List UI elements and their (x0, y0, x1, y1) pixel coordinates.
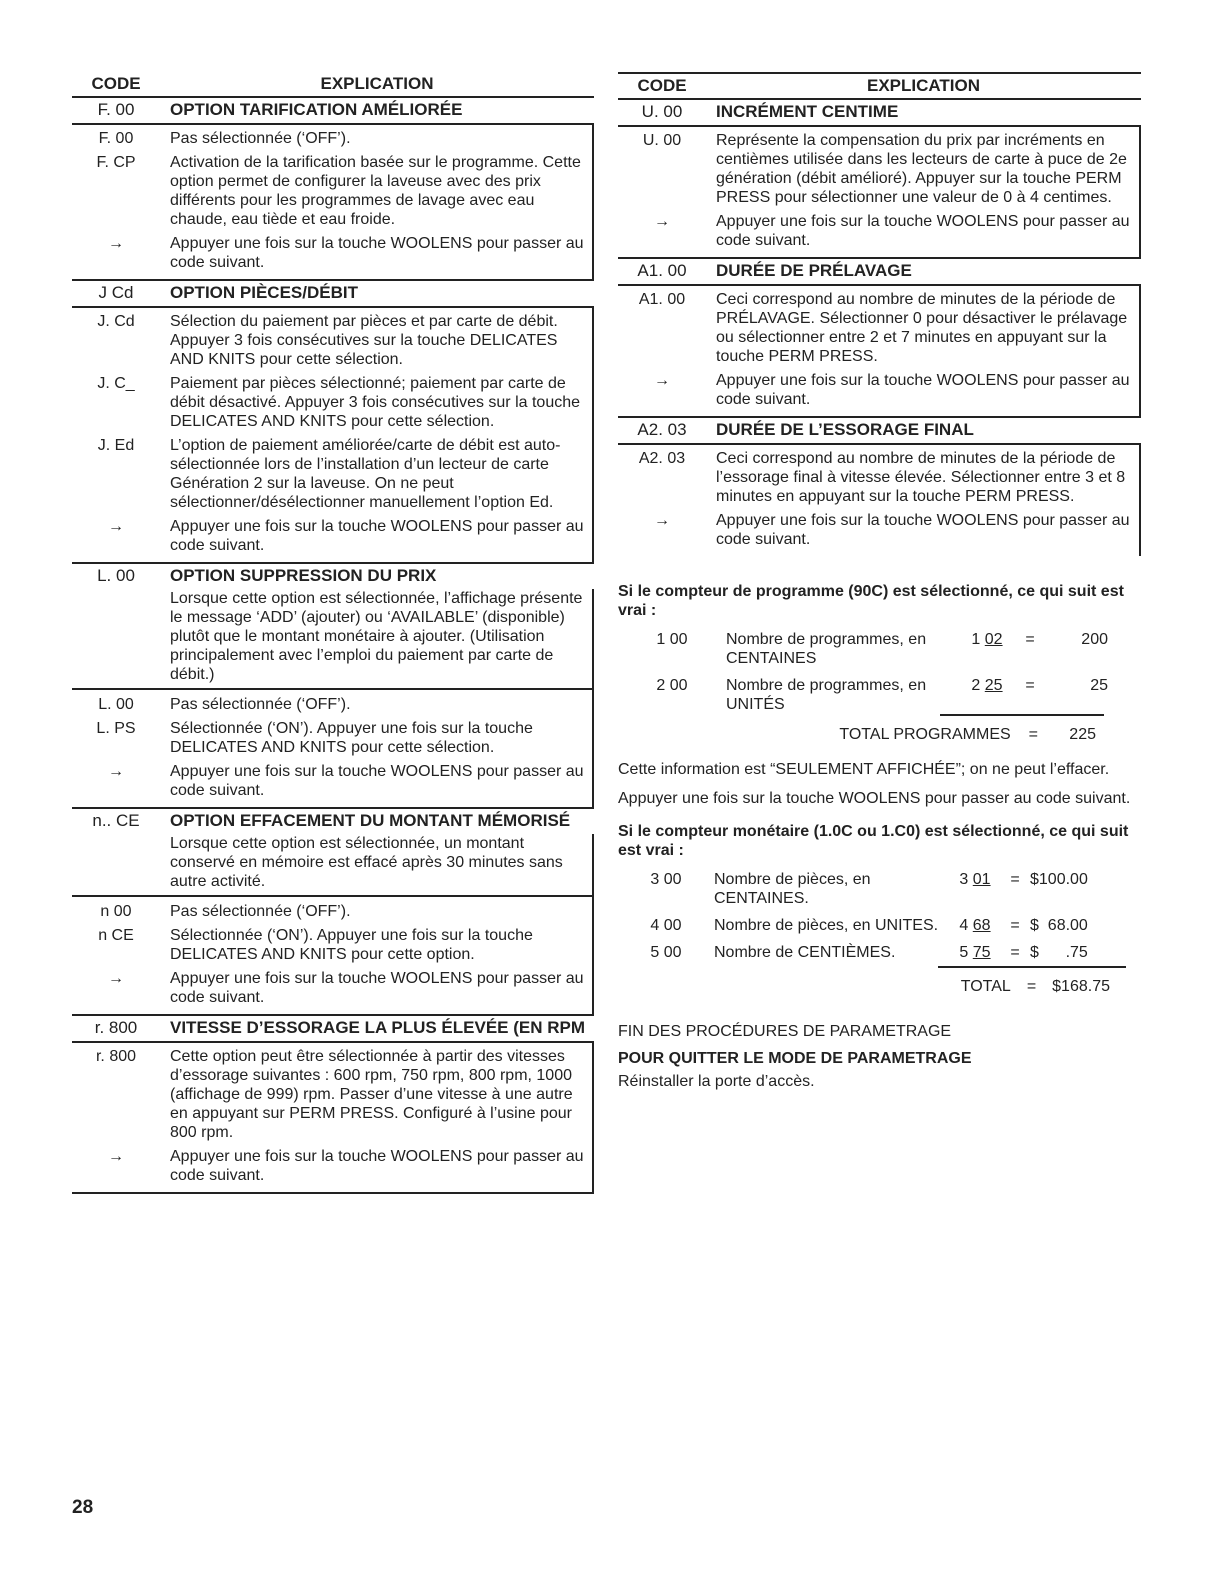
table-row (72, 129, 592, 148)
calc-label: Nombre de CENTIÈMES. (714, 944, 896, 961)
table-row (618, 290, 1139, 366)
money-counter-table (618, 870, 1118, 962)
row-code: L. PS (96, 720, 136, 737)
table-row (618, 131, 1139, 207)
section-body (72, 308, 594, 564)
calc-value: 25 (1090, 677, 1108, 694)
calc-display (962, 676, 1012, 714)
row-text: Appuyer une fois sur la touche WOOLENS pour passer au code suivant. (716, 213, 1130, 249)
table-row (72, 517, 592, 555)
row-text: Sélection du paiement par pièces et par carte de débit. Appuyer 3 fois consécutives sur la touche DELICATES AND KNITS pour cette sélection. (170, 313, 558, 368)
row-code: J. Ed (97, 437, 135, 454)
money-total (618, 978, 1110, 996)
left-column (72, 72, 594, 1194)
section-header (72, 98, 594, 125)
table-row (618, 511, 1139, 549)
section-title: INCRÉMENT CENTIME (716, 102, 899, 121)
row-code: L. 00 (98, 696, 134, 713)
calc-label: Nombre de pièces, en CENTAINES. (714, 871, 871, 907)
table-row (72, 902, 592, 921)
program-counter-table (618, 630, 1118, 714)
table-row (72, 762, 592, 800)
table-row (72, 153, 592, 229)
row-text: Pas sélectionnée (‘OFF’). (170, 903, 351, 920)
row-code: F. 00 (98, 130, 134, 147)
section-header (618, 259, 1141, 286)
table-row (72, 234, 592, 272)
program-counter-heading: Si le compteur de programme (90C) est sélectionné, ce qui suit est vrai : (618, 583, 1124, 619)
total-rule (940, 714, 1104, 716)
section-body (618, 127, 1141, 259)
total-label: TOTAL (960, 978, 1011, 995)
table-row (72, 695, 592, 714)
display-digit: 5 (959, 944, 969, 961)
section-body (72, 589, 594, 809)
row-text: Sélectionnée (‘ON’). Appuyer une fois sur la touche DELICATES AND KNITS pour cette option. (170, 927, 533, 963)
table-row (72, 436, 592, 512)
section-code: A1. 00 (637, 261, 687, 280)
calc-code: 3 00 (650, 871, 682, 888)
calc-code: 5 00 (650, 944, 682, 961)
arrow-icon: → (654, 213, 670, 230)
section-intro: Lorsque cette option est sélectionnée, l’affichage présente le message ‘ADD’ (ajouter) ou ‘AVAILABLE’ (disponible) plutôt que le montant monétaire à ajouter. (Utilisation principalement avec l’emploi du paiement par carte de débit.) (170, 590, 583, 683)
table-row (72, 1047, 592, 1142)
row-text: Appuyer une fois sur la touche WOOLENS pour passer au code suivant. (170, 235, 584, 271)
row-code: A2. 03 (638, 450, 686, 467)
total-equals: = (1026, 978, 1037, 995)
section-header (618, 100, 1141, 127)
row-code: n 00 (100, 903, 132, 920)
row-code: J. Cd (97, 313, 135, 330)
display-digit: 1 (971, 631, 981, 648)
right-column (618, 72, 1141, 1091)
section-title: DURÉE DE PRÉLAVAGE (716, 261, 912, 280)
calc-equals: = (1010, 917, 1020, 934)
row-text: Appuyer une fois sur la touche WOOLENS pour passer au code suivant. (716, 512, 1130, 548)
section-header (618, 418, 1141, 445)
calc-display (950, 916, 1000, 935)
left-table-header (72, 72, 594, 98)
total-equals: = (1028, 726, 1038, 743)
row-code: F. CP (96, 154, 136, 171)
display-value: 01 (972, 871, 991, 888)
calc-value: $100.00 (1030, 871, 1088, 888)
program-total (618, 726, 1096, 744)
section-header (72, 809, 594, 834)
quit-text: Réinstaller la porte d’accès. (618, 1073, 815, 1090)
code-header: CODE (91, 74, 141, 93)
row-text: Pas sélectionnée (‘OFF’). (170, 130, 351, 147)
section-code: n.. CE (92, 811, 140, 830)
program-note-2: Appuyer une fois sur la touche WOOLENS pour passer au code suivant. (618, 790, 1131, 807)
section-code: A2. 03 (637, 420, 687, 439)
program-note-1: Cette information est “SEULEMENT AFFICHÉE”; on ne peut l’effacer. (618, 761, 1110, 778)
section-title: OPTION PIÈCES/DÉBIT (170, 283, 358, 302)
section-header (72, 1016, 594, 1043)
arrow-icon: → (108, 970, 124, 987)
section-title: OPTION TARIFICATION AMÉLIORÉE (170, 100, 463, 119)
display-digit: 4 (959, 917, 969, 934)
calc-value: $ .75 (1030, 944, 1088, 961)
arrow-icon: → (108, 235, 124, 252)
row-code: n CE (98, 927, 134, 944)
row-code: r. 800 (95, 1048, 137, 1065)
section-title: OPTION SUPPRESSION DU PRIX (170, 566, 437, 585)
right-table-header (618, 72, 1141, 100)
display-digit: 2 (971, 677, 981, 694)
row-text: Appuyer une fois sur la touche WOOLENS pour passer au code suivant. (716, 372, 1130, 408)
calc-display (950, 870, 1000, 908)
arrow-icon: → (108, 763, 124, 780)
display-digit: 3 (959, 871, 969, 888)
row-text: Activation de la tarification basée sur le programme. Cette option permet de configurer la laveuse avec des prix différents pour les programmes de lavage avec eau chaude, eau tiède et eau froide. (170, 154, 581, 228)
calc-code: 4 00 (650, 917, 682, 934)
row-code: J. C_ (97, 375, 135, 392)
quit-heading: POUR QUITTER LE MODE DE PARAMETRAGE (618, 1050, 972, 1067)
calc-value: $ 68.00 (1030, 917, 1088, 934)
calc-value: 200 (1081, 631, 1108, 648)
row-text: Appuyer une fois sur la touche WOOLENS pour passer au code suivant. (170, 970, 584, 1006)
calc-display (950, 943, 1000, 962)
section-code: J Cd (98, 283, 134, 302)
section-body (72, 1043, 594, 1194)
section-intro-row (72, 589, 592, 690)
row-text: Ceci correspond au nombre de minutes de la période de l’essorage final à vitesse élevée. Sélectionner entre 3 et 8 minutes en appuyant sur la touche PERM PRESS. (716, 450, 1126, 505)
row-text: Cette option peut être sélectionnée à partir des vitesses d’essorage suivantes : 600 rpm, 750 rpm, 800 rpm, 1000 (affichage de 999) rpm. Passer d’une vitesse à une autre en appuyant sur PERM PRESS. Configuré à l’usine pour 800 rpm. (170, 1048, 573, 1141)
display-value: 75 (972, 944, 991, 961)
section-intro: Lorsque cette option est sélectionnée, un montant conservé en mémoire est effacé après 30 minutes sans autre activité. (170, 835, 563, 890)
total-value: 225 (1069, 726, 1096, 743)
arrow-icon: → (108, 1148, 124, 1165)
explication-header: EXPLICATION (320, 74, 434, 93)
row-text: Appuyer une fois sur la touche WOOLENS pour passer au code suivant. (170, 518, 584, 554)
total-value: $168.75 (1052, 978, 1110, 995)
section-body (72, 125, 594, 281)
display-value: 25 (984, 677, 1003, 694)
calc-equals: = (1025, 631, 1035, 648)
section-body (72, 834, 594, 1016)
section-body (618, 286, 1141, 418)
table-row (72, 312, 592, 369)
page-number: 28 (72, 1497, 94, 1518)
section-code: U. 00 (641, 102, 683, 121)
table-row (72, 926, 592, 964)
row-text: Ceci correspond au nombre de minutes de la période de PRÉLAVAGE. Sélectionner 0 pour désactiver le prélavage ou sélectionner entre 2 et 7 minutes en appuyant sur la touche PERM PRESS. (716, 291, 1128, 365)
calc-label: Nombre de pièces, en UNITES. (714, 917, 939, 934)
section-body (618, 445, 1141, 556)
section-header (72, 281, 594, 308)
display-value: 02 (984, 631, 1003, 648)
row-text: Paiement par pièces sélectionné; paiement par carte de débit désactivé. Appuyer 3 fois consécutives sur la touche DELICATES AND KNITS pour cette sélection. (170, 375, 581, 430)
table-row (618, 212, 1139, 250)
calc-equals: = (1010, 871, 1020, 888)
row-text: Appuyer une fois sur la touche WOOLENS pour passer au code suivant. (170, 763, 584, 799)
row-code: A1. 00 (638, 291, 686, 308)
table-row (618, 449, 1139, 506)
table-row (618, 371, 1139, 409)
code-header: CODE (637, 76, 687, 95)
calc-code: 2 00 (656, 677, 688, 694)
total-rule (938, 966, 1126, 968)
table-row (72, 1147, 592, 1185)
row-text: Représente la compensation du prix par incréments en centièmes utilisée dans les lecteurs de carte à puce de 2e génération (débit amélioré). Appuyer sur la touche PERM PRESS pour sélectionner une valeur de 0 à 4 centimes. (716, 132, 1127, 206)
table-row (72, 969, 592, 1007)
money-counter-heading: Si le compteur monétaire (1.0C ou 1.C0) est sélectionné, ce qui suit est vrai : (618, 823, 1129, 859)
table-row (72, 374, 592, 431)
section-title: VITESSE D’ESSORAGE LA PLUS ÉLEVÉE (EN RPM (170, 1018, 585, 1037)
arrow-icon: → (654, 512, 670, 529)
section-header (72, 564, 594, 589)
calc-label: Nombre de programmes, en UNITÉS (726, 677, 927, 713)
calc-display (962, 630, 1012, 668)
calc-equals: = (1025, 677, 1035, 694)
total-label: TOTAL PROGRAMMES (839, 726, 1011, 743)
row-text: Pas sélectionnée (‘OFF’). (170, 696, 351, 713)
section-code: L. 00 (97, 566, 135, 585)
section-title: DURÉE DE L’ESSORAGE FINAL (716, 420, 974, 439)
section-code: r. 800 (94, 1018, 138, 1037)
calc-equals: = (1010, 944, 1020, 961)
explication-header: EXPLICATION (866, 76, 981, 95)
display-value: 68 (972, 917, 991, 934)
row-text: L’option de paiement améliorée/carte de débit est auto-sélectionnée lors de l’installation d’un lecteur de carte Génération 2 sur la laveuse. On ne peut sélectionner/désélectionner manuellement l’option Ed. (170, 437, 561, 511)
row-text: Sélectionnée (‘ON’). Appuyer une fois sur la touche DELICATES AND KNITS pour cette sélection. (170, 720, 533, 756)
row-code: U. 00 (642, 132, 682, 149)
table-row (72, 719, 592, 757)
calc-label: Nombre de programmes, en CENTAINES (726, 631, 927, 667)
arrow-icon: → (108, 518, 124, 535)
row-text: Appuyer une fois sur la touche WOOLENS pour passer au code suivant. (170, 1148, 584, 1184)
end-procedures: FIN DES PROCÉDURES DE PARAMETRAGE (618, 1023, 952, 1040)
arrow-icon: → (654, 372, 670, 389)
section-title: OPTION EFFACEMENT DU MONTANT MÉMORISÉ (170, 811, 571, 830)
section-intro-row (72, 834, 592, 897)
section-code: F. 00 (97, 100, 135, 119)
calc-code: 1 00 (656, 631, 688, 648)
